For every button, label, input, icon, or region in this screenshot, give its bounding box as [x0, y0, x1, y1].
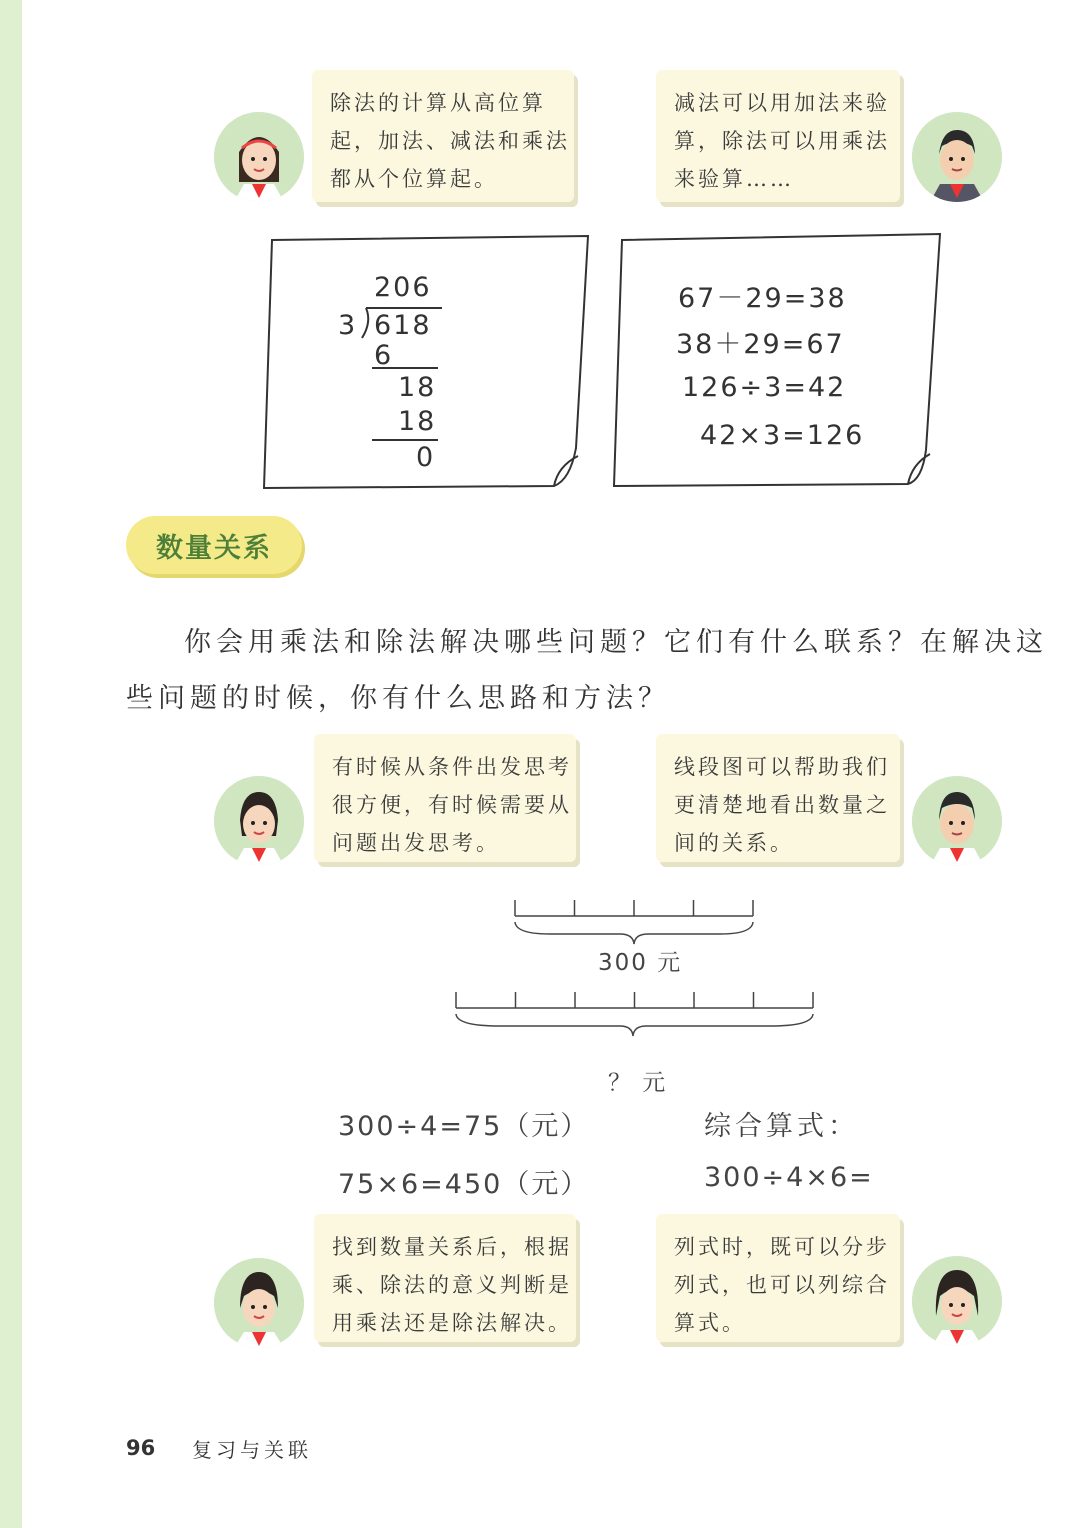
bubble-line: 都从个位算起。 — [330, 167, 498, 191]
boy-avatar-2 — [912, 776, 1002, 866]
step-3: 18 — [398, 406, 437, 437]
speech-bubble-2 — [656, 70, 900, 202]
segment-line-bottom — [456, 992, 813, 1008]
girl-avatar-2 — [214, 776, 304, 866]
section-title-pill — [126, 516, 302, 574]
bubble-line: 更清楚地看出数量之 — [674, 793, 890, 817]
speech-bubble-4 — [656, 734, 900, 862]
bubble-line: 减法可以用加法来验 — [674, 91, 890, 115]
girl-face-icon — [912, 1256, 1002, 1346]
section-title: 数量关系 — [156, 532, 272, 564]
step-2: 18 — [398, 372, 437, 403]
paragraph-line-1: 你会用乘法和除法解决哪些问题？它们有什么联系？在解决这 — [184, 627, 1048, 658]
bubble-line: 间的关系。 — [674, 831, 794, 855]
division-card — [258, 230, 594, 492]
bubble-line: 找到数量关系后，根据 — [332, 1235, 572, 1259]
line-segment-diagram — [440, 890, 840, 1070]
check-line-2: 38＋29=67 — [676, 329, 845, 360]
divisor: 3 — [338, 310, 358, 341]
dividend: 618 — [374, 310, 432, 341]
segment-line-top — [515, 900, 753, 916]
check-line-1: 67－29=38 — [678, 283, 847, 314]
combined-expression: 300÷4×6= — [704, 1162, 874, 1193]
speech-bubble-3 — [314, 734, 576, 862]
boy-face-icon — [912, 776, 1002, 866]
step-calc-1: 300÷4=75（元） — [338, 1111, 590, 1142]
check-card — [608, 230, 944, 492]
chapter-title: 复习与关联 — [192, 1438, 312, 1462]
bubble-line: 起，加法、减法和乘法 — [330, 129, 570, 153]
bubble-line: 问题出发思考。 — [332, 831, 500, 855]
bubble-line: 来验算…… — [674, 167, 794, 191]
girl-face-icon — [214, 112, 304, 202]
brace-bottom — [456, 1014, 813, 1036]
girl-avatar-4 — [912, 1256, 1002, 1346]
brace-top — [515, 922, 753, 944]
quotient: 206 — [374, 272, 432, 303]
bubble-line: 用乘法还是除法解决。 — [332, 1311, 572, 1335]
check-line-3: 126÷3=42 — [682, 372, 847, 403]
bubble-line: 列式时，既可以分步 — [674, 1235, 890, 1259]
bubble-line: 列式，也可以列综合 — [674, 1273, 890, 1297]
step-1: 6 — [374, 340, 394, 371]
bubble-line: 线段图可以帮助我们 — [674, 755, 890, 779]
bubble-line: 除法的计算从高位算 — [330, 91, 546, 115]
girl-avatar-3 — [214, 1258, 304, 1348]
speech-bubble-5 — [314, 1214, 576, 1342]
boy-face-icon — [912, 112, 1002, 202]
paper-frame — [608, 230, 944, 492]
label-unknown-yuan: ？ 元 — [608, 1070, 668, 1096]
bubble-line: 乘、除法的意义判断是 — [332, 1273, 572, 1297]
bubble-line: 有时候从条件出发思考 — [332, 755, 572, 779]
boy-avatar-1 — [912, 112, 1002, 202]
speech-bubble-6 — [656, 1214, 900, 1342]
check-line-4: 42×3=126 — [700, 420, 865, 451]
bubble-line: 算，除法可以用乘法 — [674, 129, 890, 153]
remainder: 0 — [416, 442, 436, 473]
page-number: 96 — [126, 1436, 156, 1460]
girl-face-icon — [214, 776, 304, 866]
speech-bubble-1 — [312, 70, 574, 202]
bubble-line: 算式。 — [674, 1311, 746, 1335]
step-calc-2: 75×6=450（元） — [338, 1169, 590, 1200]
paragraph-line-2: 些问题的时候，你有什么思路和方法？ — [126, 683, 670, 714]
girl-face-icon — [214, 1258, 304, 1348]
label-300-yuan: 300 元 — [598, 950, 683, 976]
combined-label: 综合算式： — [704, 1111, 859, 1142]
page-edge-strip — [0, 0, 22, 1528]
girl-avatar-1 — [214, 112, 304, 202]
bubble-line: 很方便，有时候需要从 — [332, 793, 572, 817]
